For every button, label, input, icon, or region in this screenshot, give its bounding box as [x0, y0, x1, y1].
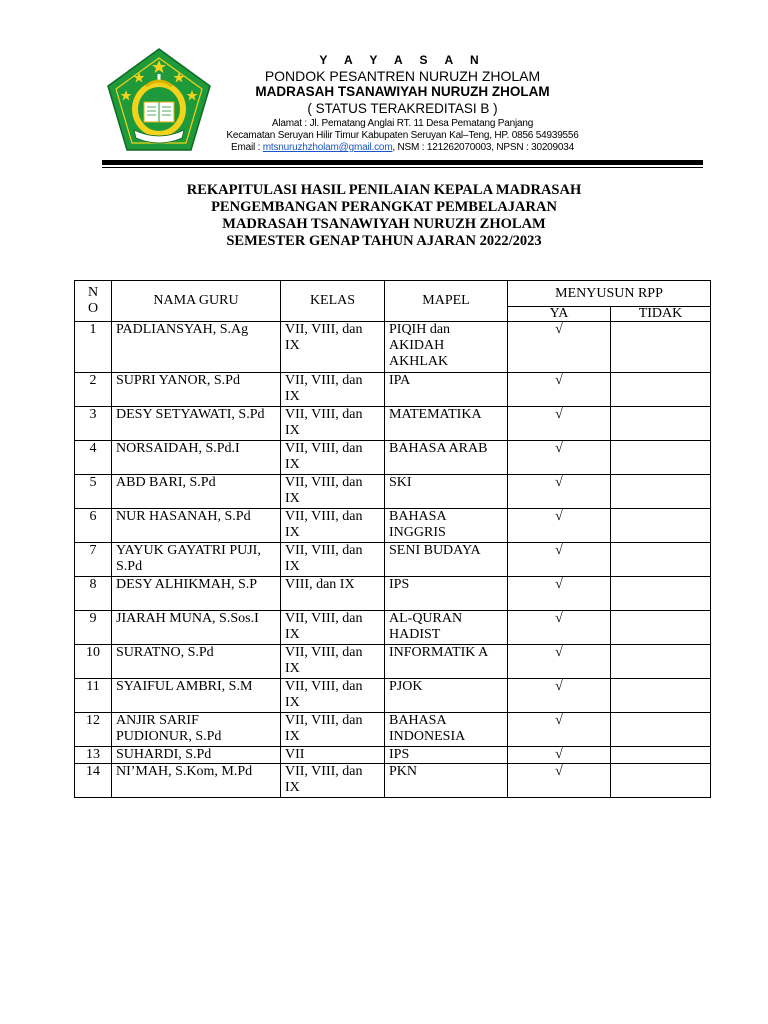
table-row — [75, 407, 711, 441]
cell-tidak — [611, 577, 711, 611]
contact-line — [210, 142, 595, 154]
cell-mapel: PKN — [385, 764, 508, 798]
cell-nama-guru: ABD BARI, S.Pd — [112, 475, 281, 509]
cell-mapel: PJOK — [385, 679, 508, 713]
cell-ya-checkmark: √ — [508, 509, 611, 543]
accreditation-status: ( STATUS TERAKREDITASI B ) — [307, 101, 498, 116]
cell-kelas: VII — [281, 747, 385, 764]
table-header-row — [75, 281, 711, 307]
cell-kelas: VII, VIII, dan IX — [281, 611, 385, 645]
cell-no: 1 — [75, 322, 112, 373]
cell-ya-checkmark: √ — [508, 322, 611, 373]
cell-no: 10 — [75, 645, 112, 679]
table-row — [75, 611, 711, 645]
cell-ya-checkmark: √ — [508, 577, 611, 611]
cell-no: 7 — [75, 543, 112, 577]
cell-ya-checkmark: √ — [508, 373, 611, 407]
table-row — [75, 577, 711, 611]
cell-kelas: VII, VIII, dan IX — [281, 713, 385, 747]
letterhead-divider-thin — [102, 167, 703, 168]
cell-ya-checkmark: √ — [508, 543, 611, 577]
cell-ya-checkmark: √ — [508, 441, 611, 475]
cell-tidak — [611, 407, 711, 441]
cell-kelas: VII, VIII, dan IX — [281, 322, 385, 373]
cell-nama-guru: YAYUK GAYATRI PUJI, S.Pd — [112, 543, 281, 577]
header-nama-guru: NAMA GURU — [112, 281, 281, 322]
cell-ya-checkmark: √ — [508, 407, 611, 441]
email-label: Email : — [230, 142, 263, 153]
title-line-2: PENGEMBANGAN PERANGKAT PEMBELAJARAN — [211, 199, 557, 215]
header-no — [75, 281, 112, 322]
address-line-1: Alamat : Jl. Pematang Anglai RT. 11 Desa Pematang Panjang — [271, 118, 534, 129]
cell-tidak — [611, 475, 711, 509]
cell-ya-checkmark: √ — [508, 747, 611, 764]
cell-nama-guru: DESY SETYAWATI, S.Pd — [112, 407, 281, 441]
cell-tidak — [611, 679, 711, 713]
cell-kelas: VII, VIII, dan IX — [281, 475, 385, 509]
header-no-line-2: O — [87, 301, 99, 316]
cell-mapel: AL-QURAN HADIST — [385, 611, 508, 645]
cell-tidak — [611, 764, 711, 798]
madrasah-name: MADRASAH TSANAWIYAH NURUZH ZHOLAM — [255, 84, 550, 99]
cell-tidak — [611, 373, 711, 407]
cell-nama-guru: ANJIR SARIF PUDIONUR, S.Pd — [112, 713, 281, 747]
cell-kelas: VII, VIII, dan IX — [281, 764, 385, 798]
cell-ya-checkmark: √ — [508, 764, 611, 798]
cell-no: 3 — [75, 407, 112, 441]
cell-no: 4 — [75, 441, 112, 475]
cell-nama-guru: SURATNO, S.Pd — [112, 645, 281, 679]
table-row — [75, 645, 711, 679]
title-line-4: SEMESTER GENAP TAHUN AJARAN 2022/2023 — [226, 233, 542, 249]
table-body — [75, 322, 711, 798]
cell-mapel: SENI BUDAYA — [385, 543, 508, 577]
table-row — [75, 441, 711, 475]
email-link[interactable]: mtsnuruzhzholam@gmail.com — [262, 142, 393, 153]
cell-nama-guru: PADLIANSYAH, S.Ag — [112, 322, 281, 373]
cell-nama-guru: SUHARDI, S.Pd — [112, 747, 281, 764]
letterhead-divider-thick — [102, 160, 703, 165]
cell-no: 13 — [75, 747, 112, 764]
table-row — [75, 373, 711, 407]
cell-kelas: VII, VIII, dan IX — [281, 441, 385, 475]
cell-kelas: VII, VIII, dan IX — [281, 373, 385, 407]
cell-mapel: SKI — [385, 475, 508, 509]
cell-mapel: MATEMATIKA — [385, 407, 508, 441]
cell-nama-guru: SYAIFUL AMBRI, S.M — [112, 679, 281, 713]
title-line-1: REKAPITULASI HASIL PENILAIAN KEPALA MADRASAH — [186, 182, 582, 198]
table-row — [75, 543, 711, 577]
header-ya: YA — [508, 307, 611, 322]
school-ids: , NSM : 121262070003, NPSN : 30209034 — [392, 142, 574, 153]
cell-mapel: IPS — [385, 577, 508, 611]
cell-mapel: IPA — [385, 373, 508, 407]
table-row — [75, 747, 711, 764]
cell-ya-checkmark: √ — [508, 713, 611, 747]
cell-ya-checkmark: √ — [508, 645, 611, 679]
cell-tidak — [611, 611, 711, 645]
cell-tidak — [611, 645, 711, 679]
cell-mapel: BAHASA ARAB — [385, 441, 508, 475]
cell-kelas: VII, VIII, dan IX — [281, 645, 385, 679]
address-line-2: Kecamatan Seruyan Hilir Timur Kabupaten Seruyan Kal–Teng, HP. 0856 54939556 — [226, 130, 579, 141]
cell-nama-guru: NUR HASANAH, S.Pd — [112, 509, 281, 543]
cell-nama-guru: JIARAH MUNA, S.Sos.I — [112, 611, 281, 645]
table-row — [75, 764, 711, 798]
pesantren-name: PONDOK PESANTREN NURUZH ZHOLAM — [264, 68, 541, 84]
cell-ya-checkmark: √ — [508, 679, 611, 713]
cell-tidak — [611, 543, 711, 577]
cell-kelas: VII, VIII, dan IX — [281, 509, 385, 543]
cell-no: 6 — [75, 509, 112, 543]
cell-mapel: INFORMATIK A — [385, 645, 508, 679]
cell-no: 8 — [75, 577, 112, 611]
header-no-line-1: N — [87, 285, 99, 300]
cell-mapel: BAHASA INGGRIS — [385, 509, 508, 543]
cell-tidak — [611, 322, 711, 373]
yayasan-label: Y A Y A S A N — [319, 53, 486, 67]
cell-no: 5 — [75, 475, 112, 509]
cell-kelas: VIII, dan IX — [281, 577, 385, 611]
cell-nama-guru: SUPRI YANOR, S.Pd — [112, 373, 281, 407]
table-row — [75, 475, 711, 509]
cell-tidak — [611, 713, 711, 747]
header-menyusun-rpp: MENYUSUN RPP — [508, 281, 711, 307]
cell-kelas: VII, VIII, dan IX — [281, 407, 385, 441]
cell-mapel: PIQIH dan AKIDAH AKHLAK — [385, 322, 508, 373]
table-row — [75, 713, 711, 747]
cell-tidak — [611, 509, 711, 543]
cell-nama-guru: NORSAIDAH, S.Pd.I — [112, 441, 281, 475]
cell-kelas: VII, VIII, dan IX — [281, 679, 385, 713]
cell-no: 14 — [75, 764, 112, 798]
document-title — [0, 182, 768, 250]
cell-ya-checkmark: √ — [508, 611, 611, 645]
letterhead — [0, 0, 768, 170]
header-tidak: TIDAK — [611, 307, 711, 322]
cell-no: 9 — [75, 611, 112, 645]
table-row — [75, 679, 711, 713]
cell-kelas: VII, VIII, dan IX — [281, 543, 385, 577]
cell-mapel: BAHASA INDONESIA — [385, 713, 508, 747]
cell-nama-guru: DESY ALHIKMAH, S.P — [112, 577, 281, 611]
header-kelas: KELAS — [281, 281, 385, 322]
cell-no: 2 — [75, 373, 112, 407]
assessment-table — [74, 280, 711, 798]
cell-nama-guru: NI’MAH, S.Kom, M.Pd — [112, 764, 281, 798]
table-row — [75, 509, 711, 543]
cell-mapel: IPS — [385, 747, 508, 764]
cell-no: 11 — [75, 679, 112, 713]
table-row — [75, 322, 711, 373]
cell-no: 12 — [75, 713, 112, 747]
letterhead-text — [210, 52, 595, 154]
header-mapel: MAPEL — [385, 281, 508, 322]
title-line-3: MADRASAH TSANAWIYAH NURUZH ZHOLAM — [222, 216, 546, 232]
cell-tidak — [611, 441, 711, 475]
madrasah-logo-icon — [104, 46, 214, 154]
cell-ya-checkmark: √ — [508, 475, 611, 509]
cell-tidak — [611, 747, 711, 764]
